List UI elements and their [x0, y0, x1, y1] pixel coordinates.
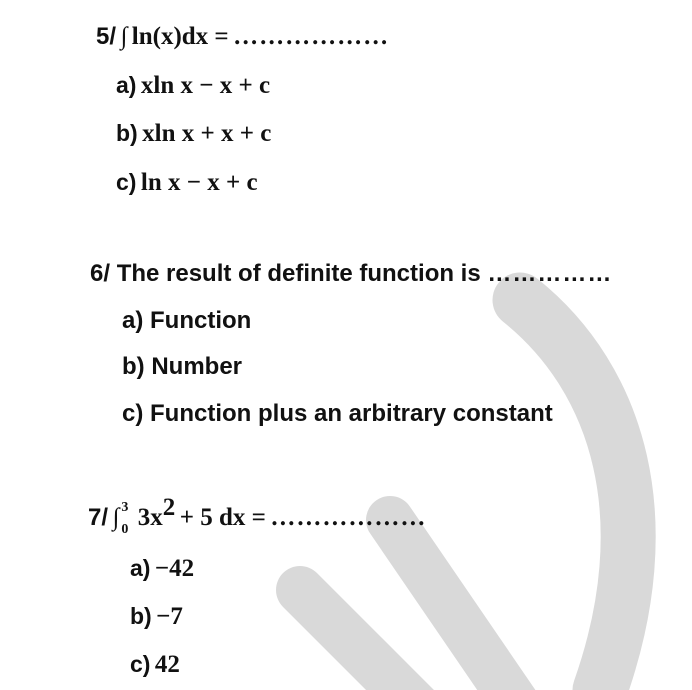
answer-blank: ……………: [487, 260, 613, 287]
option-text: −42: [154, 555, 195, 582]
question-number: 6/: [90, 260, 111, 287]
question-number: 5/: [96, 23, 117, 50]
option-text: xln x − x + c: [140, 72, 271, 99]
option-a[interactable]: [116, 73, 270, 98]
option-text: Function: [150, 307, 252, 334]
answer-blank: ………………: [270, 504, 427, 531]
option-label: b): [122, 353, 145, 380]
integral-sign: ∫: [120, 23, 128, 50]
question-number: 7/: [88, 504, 109, 531]
option-b[interactable]: [122, 355, 242, 379]
integral-limits: [119, 499, 133, 537]
question-expression: + 5 dx =: [179, 504, 266, 531]
question-6: [90, 262, 612, 286]
option-label: b): [130, 603, 152, 629]
watermark-stroke-left: [300, 590, 420, 690]
option-label: c): [116, 169, 137, 195]
option-b[interactable]: [130, 604, 183, 629]
option-label: a): [122, 307, 144, 334]
option-b[interactable]: [116, 121, 271, 146]
option-text: xln x + x + c: [142, 120, 272, 147]
question-7: [88, 494, 427, 537]
watermark-arc: [520, 300, 628, 690]
option-c[interactable]: [116, 170, 258, 195]
option-c[interactable]: [122, 402, 553, 426]
option-text: −7: [156, 603, 183, 630]
option-label: c): [122, 400, 144, 427]
question-text: The result of definite function is: [116, 260, 481, 287]
question-expression: ln(x)dx =: [131, 23, 229, 50]
option-text: 42: [154, 651, 180, 678]
option-label: c): [130, 651, 151, 677]
option-a[interactable]: [122, 309, 251, 333]
answer-blank: ………………: [233, 23, 390, 50]
integrand-exponent: 2: [162, 494, 176, 521]
integral-sign: ∫: [112, 504, 120, 531]
option-label: a): [130, 555, 151, 581]
option-label: b): [116, 120, 138, 146]
option-label: a): [116, 72, 137, 98]
option-a[interactable]: [130, 556, 194, 581]
question-5: [96, 24, 389, 49]
option-text: Number: [151, 353, 243, 380]
upper-limit: 3: [121, 499, 129, 515]
integrand-term: 3x: [137, 504, 163, 531]
watermark-stroke-right: [390, 520, 520, 690]
option-c[interactable]: [130, 652, 180, 677]
lower-limit: 0: [121, 521, 129, 537]
option-text: Function plus an arbitrary constant: [150, 400, 553, 427]
option-text: ln x − x + c: [140, 169, 258, 196]
